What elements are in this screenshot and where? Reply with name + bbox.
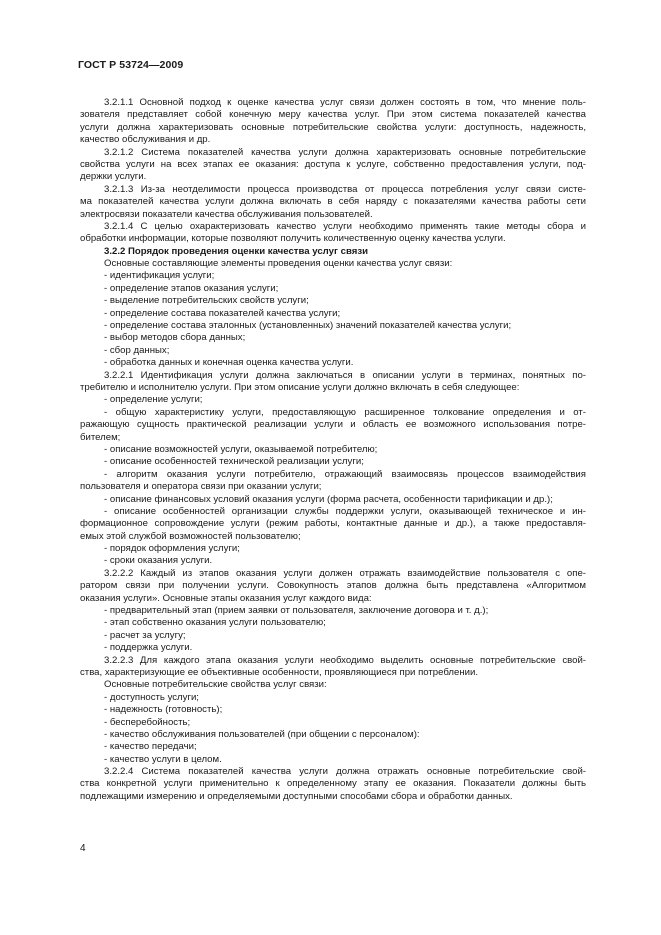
text-line: ства, характеризующие ее объективные особенности, проявляющиеся при потреблении. [80, 666, 479, 678]
text-line: емых этой службой возможностей пользователю; [80, 530, 301, 542]
text-line: Основные потребительские свойства услуг связи: [104, 679, 327, 691]
text-line: 3.2.2.2 Каждый из этапов оказания услуги должен отражать взаимодействие пользователя с опе- [104, 567, 586, 579]
text-line: 3.2.1.4 С целью охарактеризовать качество услуги необходимо применять такие методы сбора и [104, 220, 586, 232]
text-line: - описание возможностей услуги, оказываемой потребителю; [104, 443, 378, 455]
text-line: - определение этапов оказания услуги; [104, 282, 279, 294]
section-heading: 3.2.2 Порядок проведения оценки качества услуг связи [104, 245, 369, 257]
text-line: 3.2.1.3 Из-за неотделимости процесса производства от процесса потребления услуг связи систе- [104, 183, 586, 195]
text-line: - определение услуги; [104, 394, 203, 406]
text-line: - алгоритм оказания услуги потребителю, отражающий взаимосвязь процессов взаимодействия [104, 468, 586, 480]
text-line: ратором связи при получении услуги. Совокупность этапов должна быть представлена «Алгоритмом [80, 580, 586, 592]
text-line: - общую характеристику услуги, предоставляющую расширенное толкование определения и от- [104, 406, 586, 418]
text-line: - определение состава эталонных (установленных) значений показателей качества услуги; [104, 320, 512, 332]
text-line: формационное сопровождение услуги (режим работы, контактные данные и др.), а также предоставля- [80, 518, 586, 530]
text-line: - выбор методов сбора данных; [104, 332, 246, 344]
text-line: - описание финансовых условий оказания услуги (форма расчета, особенности тарификации и др.); [104, 493, 553, 505]
text-line: ства конкретной услуги применительно к определенному этапу ее оказания. Показатели должны быть [80, 778, 586, 790]
text-line: - выделение потребительских свойств услуги; [104, 295, 309, 307]
text-line: 3.2.1.2 Система показателей качества услуги должна характеризовать основные потребительские [104, 146, 586, 158]
text-line: услуги должна характеризовать основные потребительские свойства услуги: доступность, надежность, [80, 121, 586, 133]
text-line: ма показателей качества услуги должна включать в себя наряду с показателями качества работы сети [80, 196, 586, 208]
text-line: качество обслуживания и др. [80, 134, 211, 146]
text-line: держки услуги. [80, 171, 147, 183]
text-line: требителю и исполнителю услуги. При этом описание услуги должно включать в себя следующее: [80, 381, 520, 393]
text-line: - расчет за услугу; [104, 629, 186, 641]
text-line: - обработка данных и конечная оценка качества услуги. [104, 357, 354, 369]
text-line: Основные составляющие элементы проведения оценки качества услуг связи: [104, 258, 453, 270]
text-line: ражающую сущность практической реализации услуги и область ее возможного использования потре- [80, 419, 586, 431]
text-line: - этап собственно оказания услуги пользователю; [104, 617, 326, 629]
text-line: - качество передачи; [104, 741, 197, 753]
text-line: оказания услуги». Основные этапы оказания услуг каждого вида: [80, 592, 372, 604]
text-line: - доступность услуги; [104, 691, 199, 703]
text-line: - качество обслуживания пользователей (при общении с персоналом): [104, 728, 420, 740]
text-line: - описание особенностей технической реализации услуги; [104, 456, 364, 468]
text-line: обработки информации, которые позволяют получить количественную оценку качества услуги. [80, 233, 506, 245]
text-line: 3.2.2.1 Идентификация услуги должна заключаться в описании услуги в терминах, понятных по- [104, 369, 586, 381]
page-number: 4 [80, 843, 86, 854]
text-line: 3.2.2.3 Для каждого этапа оказания услуги необходимо выделить основные потребительские свой- [104, 654, 586, 666]
text-line: 3.2.2.4 Система показателей качества услуги должна отражать основные потребительские свой- [104, 766, 586, 778]
text-line: 3.2.1.1 Основной подход к оценке качества услуг связи должен состоять в том, что мнение поль- [104, 97, 586, 108]
text-line: - сбор данных; [104, 344, 170, 356]
text-line: бителем; [80, 431, 121, 443]
text-line: пользователя и оператора связи при оказании услуги; [80, 481, 322, 493]
text-line: - описание особенностей организации службы поддержки услуги, оказывающей техническое и ин- [104, 505, 586, 517]
text-line: - порядок оформления услуги; [104, 543, 240, 555]
text-line: подлежащими измерению и определяемыми доступными способами сбора и обработки данных. [80, 790, 513, 802]
text-line: - сроки оказания услуги. [104, 555, 213, 567]
text-line: - определение состава показателей качества услуги; [104, 307, 341, 319]
standard-designation: ГОСТ Р 53724—2009 [78, 59, 184, 71]
text-line: - идентификация услуги; [104, 270, 215, 282]
text-line: - качество услуги в целом. [104, 753, 222, 765]
text-line: зователя представляет собой конечную меру качества услуг. При этом система показателей качества [80, 109, 586, 121]
text-line: - поддержка услуги. [104, 642, 193, 654]
text-line: - предварительный этап (прием заявки от пользователя, заключение договора и т. д.); [104, 605, 489, 617]
document-body [80, 97, 586, 803]
text-line: - надежность (готовность); [104, 704, 223, 716]
text-line: - бесперебойность; [104, 716, 191, 728]
text-line: электросвязи показатели качества обслуживания пользователей. [80, 208, 373, 220]
text-line: свойства услуги на всех этапах ее оказания: доступа к услуге, собственно предоставления услуги, под- [80, 158, 586, 170]
